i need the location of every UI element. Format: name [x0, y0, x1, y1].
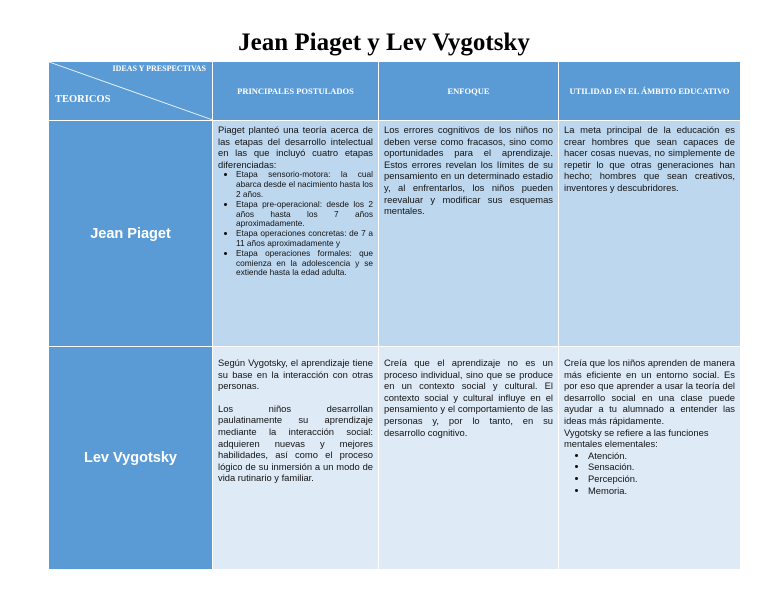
list-item: • Etapa operaciones concretas: de 7 a 11 años aproximadamente y: [236, 229, 373, 249]
vygotsky-enfoque-text: Creía que el aprendizaje no es un proceso individual, sino que se produce en un contexto social y cultural. El contexto social y cultural influye en el pensamiento y el comportamiento de las personas y, por lo tanto, en su desarrollo cognitivo.: [384, 357, 553, 438]
piaget-enfoque-text: Los errores cognitivos de los niños no deben verse como fracasos, sino como oportunidades para el aprendizaje. Estos errores revelan los límites de su pensamiento en un determinado estadio y, al enfrentarlos, los niños pueden reevaluar y modificar sus esquemas mentales.: [384, 124, 553, 217]
cell-vygotsky-postulados: [213, 347, 379, 570]
vygotsky-postulados-p1: Según Vygotsky, el aprendizaje tiene su base en la interacción con otras personas.: [218, 357, 373, 392]
column-header-enfoque: ENFOQUE: [379, 62, 559, 121]
list-item: • Atención.: [588, 450, 735, 462]
row-header-vygotsky: Lev Vygotsky: [49, 347, 213, 570]
column-header-postulados: PRINCIPALES POSTULADOS: [213, 62, 379, 121]
vygotsky-utilidad-text: Creía que los niños aprenden de manera más eficiente en un entorno social. Es por eso que aprender a usar la teoría del desarrollo social en una clase puede ayudar a tu alumnado a entender las ideas más rápidamente.: [564, 357, 735, 426]
corner-bottom-label: TEORICOS: [55, 94, 111, 105]
cell-vygotsky-utilidad: [559, 347, 741, 570]
piaget-postulados-intro: Piaget planteó una teoría acerca de las etapas del desarrollo intelectual en las que incluyó cuatro etapas diferenciadas:: [218, 124, 373, 170]
piaget-utilidad-text: La meta principal de la educación es crear hombres que sean capaces de hacer cosas nuevas, no simplemente de repetir lo que otras generaciones han hecho; hombres que sean creativos, inventores y descubridores.: [564, 124, 735, 193]
corner-header-cell: [49, 62, 213, 121]
cell-piaget-utilidad: [559, 121, 741, 347]
row-header-piaget: Jean Piaget: [49, 121, 213, 347]
column-header-utilidad: UTILIDAD EN EL ÁMBITO EDUCATIVO: [559, 62, 741, 121]
page-title: Jean Piaget y Lev Vygotsky: [238, 29, 530, 56]
vygotsky-utilidad-extra: Vygotsky se refiere a las funciones mentales elementales:: [564, 426, 709, 450]
header-row: [49, 62, 741, 121]
cell-piaget-enfoque: [379, 121, 559, 347]
list-item: • Sensación.: [588, 461, 735, 473]
vygotsky-functions-list: [564, 450, 735, 496]
list-item: • Etapa sensorio-motora: la cual abarca desde el nacimiento hasta los 2 años.: [236, 170, 373, 199]
list-item: • Etapa operaciones formales: que comienza en la adolescencia y se extiende hasta la edad adulta.: [236, 249, 373, 278]
table-row-vygotsky: [49, 347, 741, 570]
list-item: • Memoria.: [588, 485, 735, 497]
list-item: • Percepción.: [588, 473, 735, 485]
cell-vygotsky-enfoque: [379, 347, 559, 570]
vygotsky-postulados-p2: Los niños desarrollan paulatinamente su aprendizaje mediante la interacción social: adquieren nuevas y mejores habilidades, así como el proceso lógico de su inmersión a un modo de vida rutinario y familiar.: [218, 402, 373, 484]
list-item: • Etapa pre-operacional: desde los 2 años hasta los 7 años aproximadamente.: [236, 200, 373, 229]
piaget-stages-list: [218, 170, 373, 278]
cell-piaget-postulados: [213, 121, 379, 347]
corner-top-label: IDEAS Y PRESPECTIVAS: [112, 64, 206, 73]
comparison-table: [48, 61, 741, 570]
table-row-piaget: [49, 121, 741, 347]
